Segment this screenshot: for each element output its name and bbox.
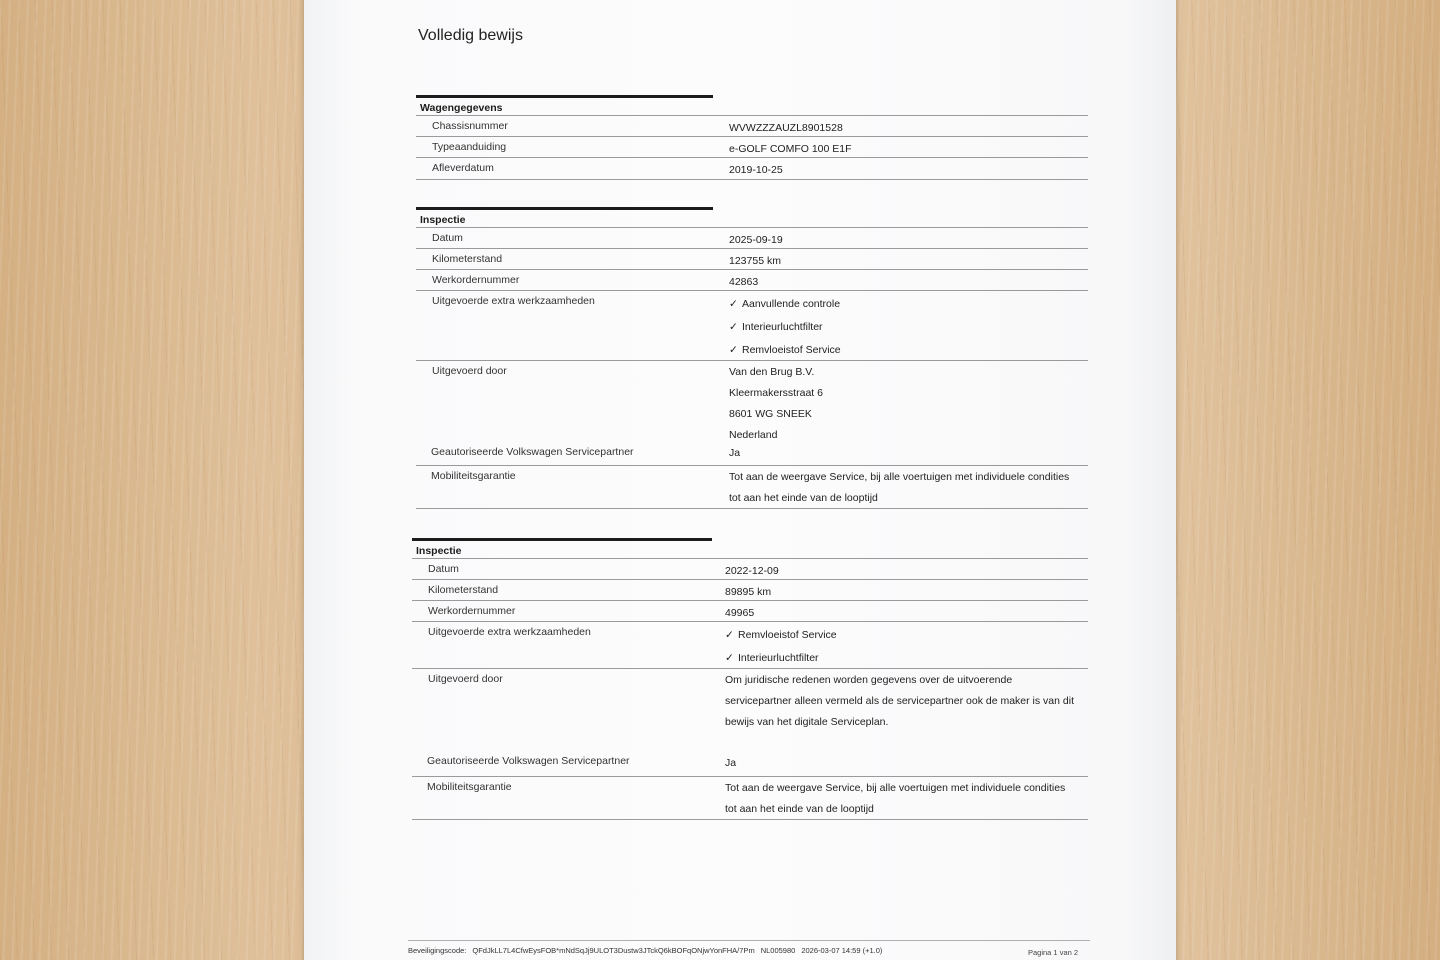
row-label: Datum — [432, 232, 463, 244]
table-row — [412, 558, 1088, 580]
security-code-label: Beveiligingscode: — [408, 946, 467, 955]
partner-value: Ja — [729, 447, 741, 459]
section-bar — [416, 95, 713, 98]
work-order-number: 42863 — [729, 276, 759, 288]
table-row — [412, 776, 1088, 820]
table-row — [416, 157, 1088, 180]
row-label: Mobiliteitsgarantie — [427, 781, 512, 793]
address-line: 8601 WG SNEEK — [729, 408, 812, 420]
mobility-guarantee — [729, 470, 1069, 512]
table-row — [412, 621, 1088, 669]
text-line: Om juridische redenen worden gegevens over de uitvoerende — [725, 674, 1013, 686]
work-order-number: 49965 — [725, 607, 755, 619]
section-bar — [412, 538, 712, 541]
reference-number: NL005980 — [760, 946, 796, 955]
address-line: Nederland — [729, 429, 778, 441]
table-row — [416, 115, 1088, 137]
security-code: QFdJkLL7L4CfwEysFOB*mNdSqJj9ULOT3Dustw3JTckQ6kBOFqONjwYonFHA/7Pm — [472, 946, 755, 955]
check-icon: ✓ — [725, 652, 734, 664]
address-line: Van den Brug B.V. — [729, 366, 815, 378]
inspection-date: 2025-09-19 — [729, 234, 783, 246]
row-label: Chassisnummer — [432, 120, 508, 132]
check-icon: ✓ — [729, 321, 738, 333]
row-label: Datum — [428, 563, 459, 575]
row-label: Uitgevoerd door — [428, 673, 503, 685]
extra-work-item: Remvloeistof Service — [738, 629, 837, 641]
text-line: servicepartner alleen vermeld als de servicepartner ook de maker is van dit — [725, 695, 1074, 707]
row-label: Kilometerstand — [432, 253, 503, 265]
page-title: Volledig bewijs — [418, 27, 523, 44]
check-icon: ✓ — [725, 629, 734, 641]
footer-divider — [408, 940, 1090, 941]
text-line: tot aan het einde van de looptijd — [729, 492, 878, 504]
section-heading: Inspectie — [416, 545, 462, 557]
table-row — [416, 269, 1088, 291]
row-label: Uitgevoerde extra werkzaamheden — [428, 626, 591, 638]
text-line: tot aan het einde van de looptijd — [725, 803, 874, 815]
row-label: Afleverdatum — [432, 162, 494, 174]
extra-work-item: Interieurluchtfilter — [738, 652, 819, 664]
table-row — [412, 668, 1088, 777]
footer — [408, 946, 888, 955]
text-line: bewijs van het digitale Serviceplan. — [725, 716, 889, 728]
row-label: Uitgevoerde extra werkzaamheden — [432, 295, 595, 307]
document-page — [304, 0, 1176, 960]
row-label: Geautoriseerde Volkswagen Servicepartner — [431, 446, 634, 458]
table-row — [412, 579, 1088, 601]
performed-by — [729, 365, 823, 449]
row-value: WVWZZZAUZL8901528 — [729, 122, 843, 134]
table-row — [416, 248, 1088, 270]
row-label: Typeaanduiding — [432, 141, 507, 153]
row-value: e-GOLF COMFO 100 E1F — [729, 143, 852, 155]
list-item — [729, 320, 841, 343]
row-label: Mobiliteitsgarantie — [431, 470, 516, 482]
row-label: Uitgevoerd door — [432, 365, 507, 377]
row-label: Werkordernummer — [428, 605, 516, 617]
list-item — [725, 628, 837, 651]
section-heading: Wagengegevens — [420, 102, 503, 114]
page-number: Pagina 1 van 2 — [1028, 948, 1079, 957]
address-line: Kleermakersstraat 6 — [729, 387, 823, 399]
row-label: Kilometerstand — [428, 584, 499, 596]
table-row — [416, 227, 1088, 249]
check-icon: ✓ — [729, 298, 738, 310]
partner-value: Ja — [725, 757, 737, 769]
table-row — [412, 600, 1088, 622]
extra-work-item: Aanvullende controle — [742, 298, 841, 310]
print-timestamp: 2026-03-07 14:59 (+1.0) — [801, 946, 883, 955]
table-row — [416, 136, 1088, 158]
table-row — [416, 360, 1088, 466]
mileage-value: 89895 km — [725, 586, 772, 598]
row-value: 2019-10-25 — [729, 164, 783, 176]
text-line: Tot aan de weergave Service, bij alle voertuigen met individuele condities — [729, 471, 1070, 483]
row-label: Werkordernummer — [432, 274, 520, 286]
extra-work-list — [729, 297, 841, 366]
text-line: Tot aan de weergave Service, bij alle voertuigen met individuele condities — [725, 782, 1066, 794]
performed-by — [725, 673, 1074, 736]
table-row — [416, 465, 1088, 509]
check-icon: ✓ — [729, 344, 738, 356]
extra-work-item: Interieurluchtfilter — [742, 321, 823, 333]
table-row — [416, 290, 1088, 361]
row-label: Geautoriseerde Volkswagen Servicepartner — [427, 755, 630, 767]
extra-work-item: Remvloeistof Service — [742, 344, 841, 356]
inspection-date: 2022-12-09 — [725, 565, 779, 577]
inspection-section-1 — [416, 207, 1088, 517]
mileage-value: 123755 km — [729, 255, 781, 267]
section-heading: Inspectie — [420, 214, 466, 226]
mobility-guarantee — [725, 781, 1065, 823]
list-item — [729, 297, 841, 320]
vehicle-section — [416, 95, 1088, 187]
section-bar — [416, 207, 713, 210]
inspection-section-2 — [412, 538, 1088, 828]
